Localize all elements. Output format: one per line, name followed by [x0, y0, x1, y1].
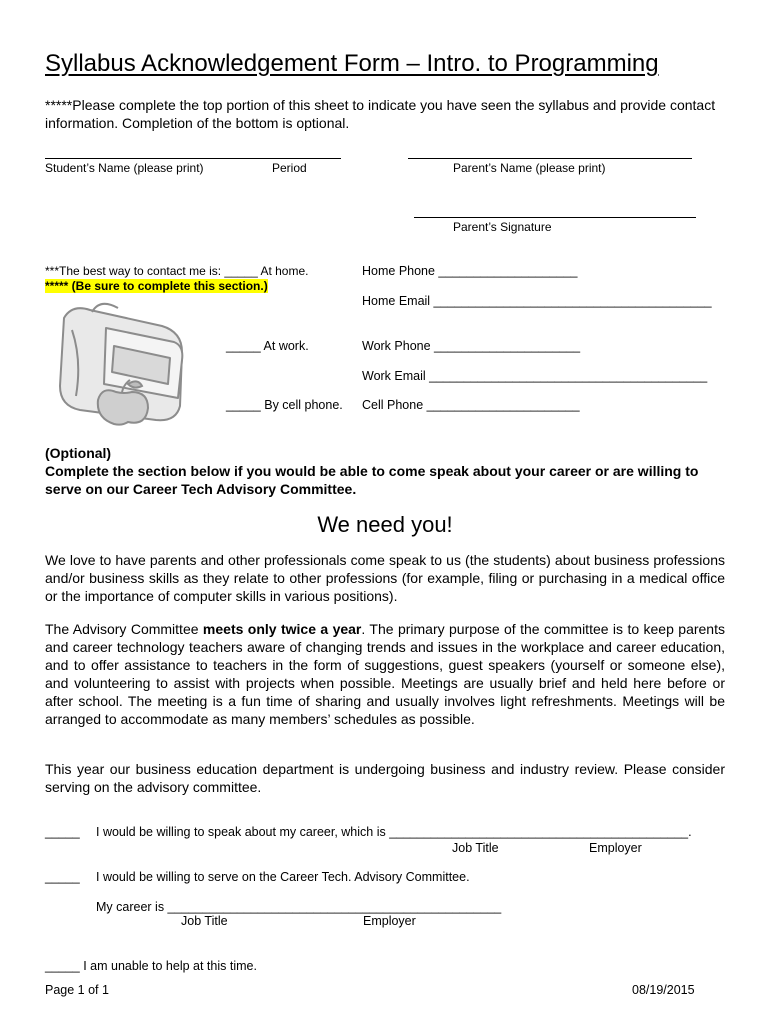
best-way-label: ***The best way to contact me is: _____ At home. — [45, 264, 309, 278]
work-email-field[interactable]: Work Email ________________________________________ — [362, 369, 708, 383]
serve-option[interactable]: I would be willing to serve on the Career Tech. Advisory Committee. — [96, 870, 470, 884]
p2-end: . The primary purpose of the committee is to keep parents and career technology teachers aware of changing trends and issues in the workplace and career education, and to offer assistance to teachers in the form of suggestions, guest speakers (yourself or someone else), and volunteering to assist with projects when possible. Meetings are usually brief and held here before or after school. The meeting is a fun time of sharing and usually involves light refreshments. Meetings will be arranged to accommodate as many members’ schedules as possible. — [45, 621, 725, 727]
note-highlight: ***** (Be sure to complete this section.) — [45, 279, 268, 293]
speak-checkbox-blank[interactable]: _____ — [45, 825, 80, 839]
complete-section-note — [45, 279, 268, 293]
parent-name-line[interactable] — [408, 158, 692, 159]
speak-employer-label: Employer — [589, 841, 642, 855]
work-phone-field[interactable]: Work Phone _____________________ — [362, 339, 581, 353]
by-cell-option[interactable]: _____ By cell phone. — [226, 398, 343, 412]
unable-option[interactable]: _____ I am unable to help at this time. — [45, 959, 257, 973]
parent-signature-line[interactable] — [414, 217, 696, 218]
parent-name-label: Parent’s Name (please print) — [453, 161, 606, 175]
speak-option[interactable]: I would be willing to speak about my career, which is ___________________________________________. — [96, 825, 692, 839]
intro-text: *****Please complete the top portion of this sheet to indicate you have seen the syllabus and provide contact information. Completion of the bottom is optional. — [45, 97, 716, 131]
p2-bold: meets only twice a year — [202, 621, 362, 637]
page-title: Syllabus Acknowledgement Form – Intro. to Programming — [45, 50, 659, 77]
cell-phone-field[interactable]: Cell Phone ______________________ — [362, 398, 580, 412]
home-phone-field[interactable]: Home Phone ____________________ — [362, 264, 578, 278]
optional-heading: (Optional) — [45, 445, 112, 461]
page-number: Page 1 of 1 — [45, 983, 109, 997]
p2-start: The Advisory Committee — [45, 621, 203, 637]
student-name-label: Student’s Name (please print) — [45, 161, 204, 175]
backpack-apple-icon — [42, 300, 202, 430]
period-label: Period — [272, 161, 307, 175]
optional-section — [45, 444, 735, 498]
speak-job-title-label: Job Title — [452, 841, 499, 855]
serve-checkbox-blank[interactable]: _____ — [45, 870, 80, 884]
student-name-line[interactable] — [45, 158, 341, 159]
at-work-option[interactable]: _____ At work. — [226, 339, 309, 353]
paragraph-2 — [45, 620, 725, 728]
we-need-you-heading: We need you! — [317, 512, 453, 537]
parent-signature-label: Parent’s Signature — [453, 220, 552, 234]
paragraph-3: This year our business education department is undergoing business and industry review. Please consider serving on the advisory committee. — [45, 761, 725, 795]
home-email-field[interactable]: Home Email ________________________________________ — [362, 294, 712, 308]
optional-text: Complete the section below if you would be able to come speak about your career or are willing to serve on our Career Tech Advisory Committee. — [45, 463, 699, 497]
my-career-field[interactable]: My career is ________________________________________________ — [96, 900, 502, 914]
document-date: 08/19/2015 — [632, 983, 695, 997]
career-employer-label: Employer — [363, 914, 416, 928]
paragraph-1: We love to have parents and other professionals come speak to us (the students) about business professions and/or business skills as they relate to other professions (for example, filing or purchasing in a medical office or the importance of computer skills in various positions). — [45, 552, 725, 604]
career-job-title-label: Job Title — [181, 914, 228, 928]
